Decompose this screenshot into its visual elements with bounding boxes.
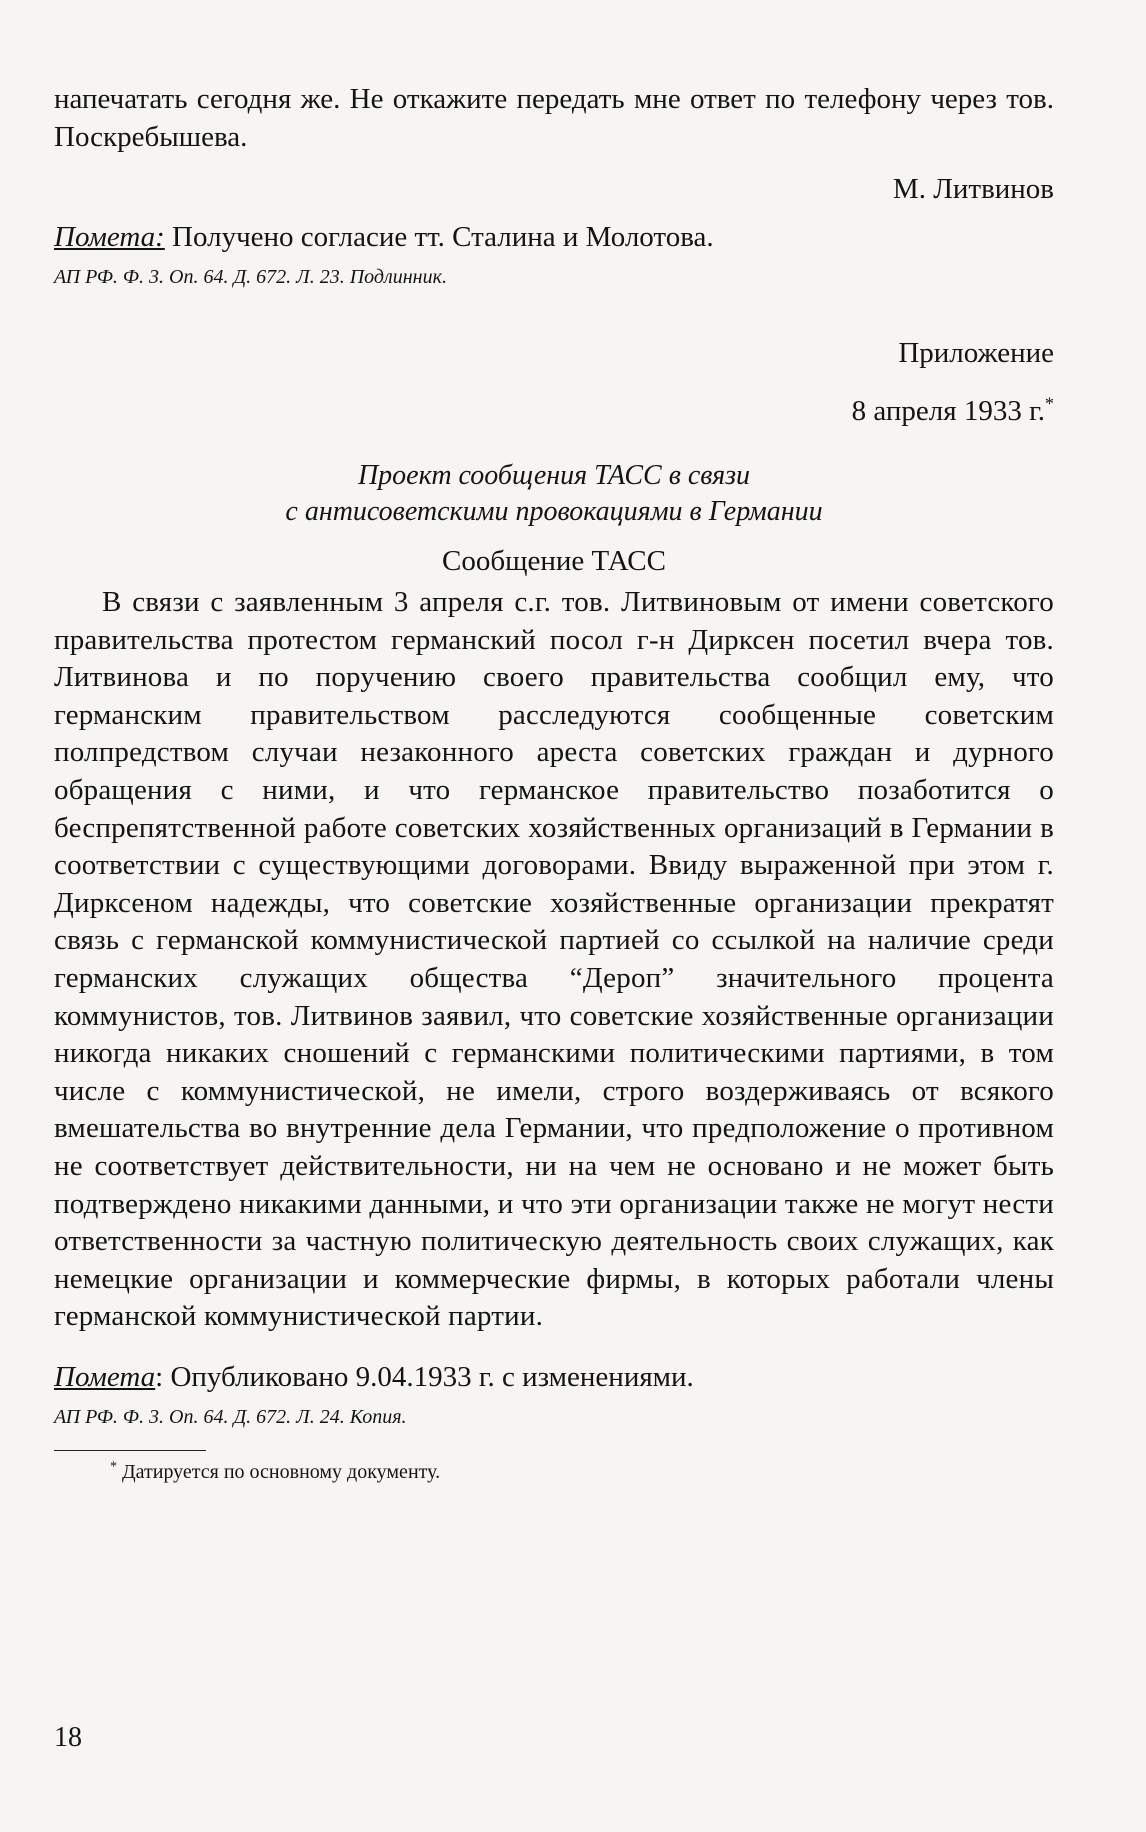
appendix-label: Приложение	[898, 337, 1054, 369]
annotation-2-text: : Опубликовано 9.04.1933 г. с изменениями.	[155, 1360, 694, 1393]
document-title	[54, 458, 1054, 530]
annotation-1-label: Помета:	[54, 221, 165, 253]
footnote	[110, 1459, 1054, 1485]
date-text: 8 апреля 1933 г.	[851, 395, 1045, 427]
document-title-line-1: Проект сообщения ТАСС в связи	[357, 460, 751, 491]
signature: М. Литвинов	[892, 173, 1054, 205]
footnote-text: Датируется по основному документу.	[117, 1460, 441, 1483]
source-reference-2: АП РФ. Ф. 3. Оп. 64. Д. 672. Л. 24. Копия.	[54, 1405, 407, 1428]
annotation-2-label: Помета	[54, 1360, 156, 1393]
footnote-divider	[54, 1450, 206, 1451]
document-date	[54, 392, 1054, 430]
annotation-2	[54, 1358, 1054, 1396]
document-title-line-2: с антисоветскими провокациями в Германии	[285, 496, 823, 527]
main-paragraph: В связи с заявленным 3 апреля с.г. тов. Литвиновым от имени советского правительства протестом германский посол г-н Дирксен посетил вчера тов. Литвинова и по поручению своего правительства сообщил ему, что германским правительством расследуются сообщенные советским полпредством случаи незаконного ареста советских граждан и дурного обращения с ними, и что германское правительство позаботится о беспрепятственной работе советских хозяйственных организаций в Германии в соответствии с существующими договорами. Ввиду выраженной при этом г. Дирксеном надежды, что советские хозяйственные организации прекратят связь с германской коммунистической партией со ссылкой на наличие среди германских служащих общества “Дероп” значительного процента коммунистов, тов. Литвинов заявил, что советские хозяйственные организации никогда никаких сношений с германскими политическими партиями, в том числе с коммунистической, не имели, строго воздерживаясь от всякого вмешательства во внутренние дела Германии, что предположение о противном не соответствует действительности, ни на чем не основано и не может быть подтверждено никакими данными, и что эти организации также не могут нести ответственности за частную политическую деятельность своих служащих, как немецкие организации и коммерческие фирмы, в которых работали члены германской коммунистической партии.	[54, 586, 1054, 1333]
source-reference-1: АП РФ. Ф. 3. Оп. 64. Д. 672. Л. 23. Подлинник.	[54, 266, 447, 288]
top-paragraph: напечатать сегодня же. Не откажите передать мне ответ по телефону через тов. Поскребышева.	[54, 83, 1054, 153]
footnote-mark: *	[110, 1459, 117, 1475]
section-heading: Сообщение ТАСС	[442, 545, 666, 577]
page-number: 18	[54, 1722, 82, 1753]
document-page	[54, 80, 1054, 1485]
date-footnote-mark: *	[1045, 393, 1054, 414]
annotation-1	[54, 218, 1054, 256]
annotation-1-text: Получено согласие тт. Сталина и Молотова.	[164, 221, 714, 253]
